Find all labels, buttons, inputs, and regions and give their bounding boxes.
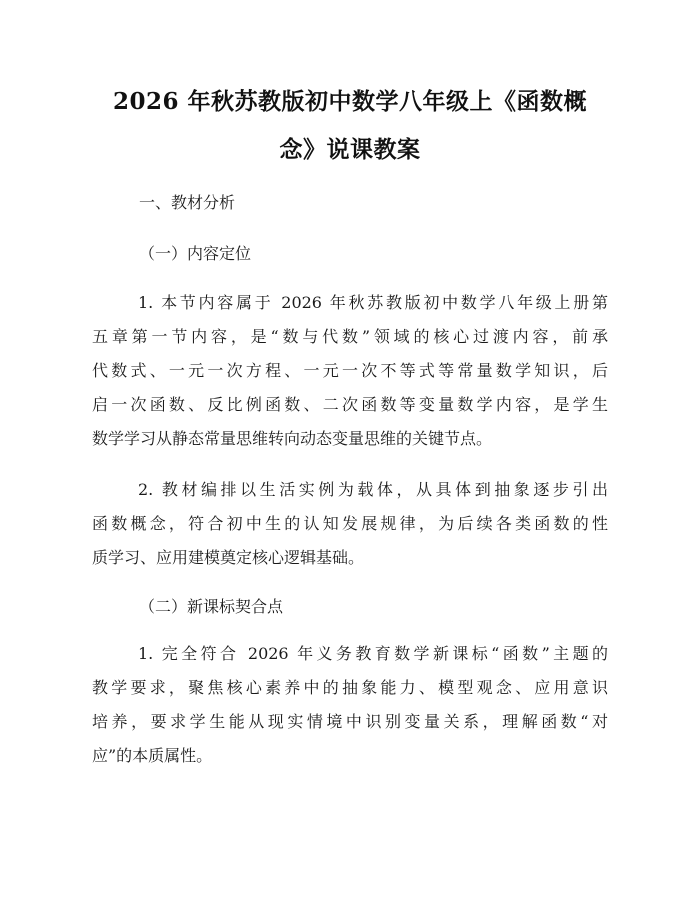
paragraph-line: 2. 教材编排以生活实例为载体，从具体到抽象逐步引出 <box>138 480 608 499</box>
paragraph-line: 数学学习从静态常量思维转向动态变量思维的关键节点。 <box>92 429 493 448</box>
paragraph-new-curriculum-1 <box>92 637 608 773</box>
section-heading-teaching-material-analysis: 一、教材分析 <box>139 193 236 212</box>
paragraph-line: 代数式、一元一次方程、一元一次不等式等常量数学知识，后 <box>92 361 608 380</box>
title-line-2: 念》说课教案 <box>279 136 421 163</box>
subsection-heading-content-positioning: （一）内容定位 <box>139 244 252 263</box>
paragraph-content-positioning-1 <box>92 286 608 456</box>
paragraph-line: 1. 本节内容属于 2026 年秋苏教版初中数学八年级上册第 <box>138 293 608 312</box>
document-title <box>92 78 608 174</box>
paragraph-line: 五章第一节内容，是“数与代数”领域的核心过渡内容，前承 <box>92 327 608 346</box>
paragraph-line: 启一次函数、反比例函数、二次函数等变量数学内容，是学生 <box>92 395 608 414</box>
paragraph-line: 培养，要求学生能从现实情境中识别变量关系，理解函数“对 <box>92 712 608 731</box>
paragraph-line: 应”的本质属性。 <box>92 746 213 765</box>
paragraph-line: 函数概念，符合初中生的认知发展规律，为后续各类函数的性 <box>92 514 608 533</box>
title-line-1: 2026 年秋苏教版初中数学八年级上《函数概 <box>112 88 588 115</box>
paragraph-line: 1. 完全符合 2026 年义务教育数学新课标“函数”主题的 <box>138 644 608 663</box>
paragraph-line: 质学习、应用建模奠定核心逻辑基础。 <box>92 548 365 567</box>
subsection-heading-new-curriculum-alignment: （二）新课标契合点 <box>139 597 284 616</box>
paragraph-content-positioning-2 <box>92 473 608 575</box>
paragraph-line: 教学要求，聚焦核心素养中的抽象能力、模型观念、应用意识 <box>92 678 608 697</box>
